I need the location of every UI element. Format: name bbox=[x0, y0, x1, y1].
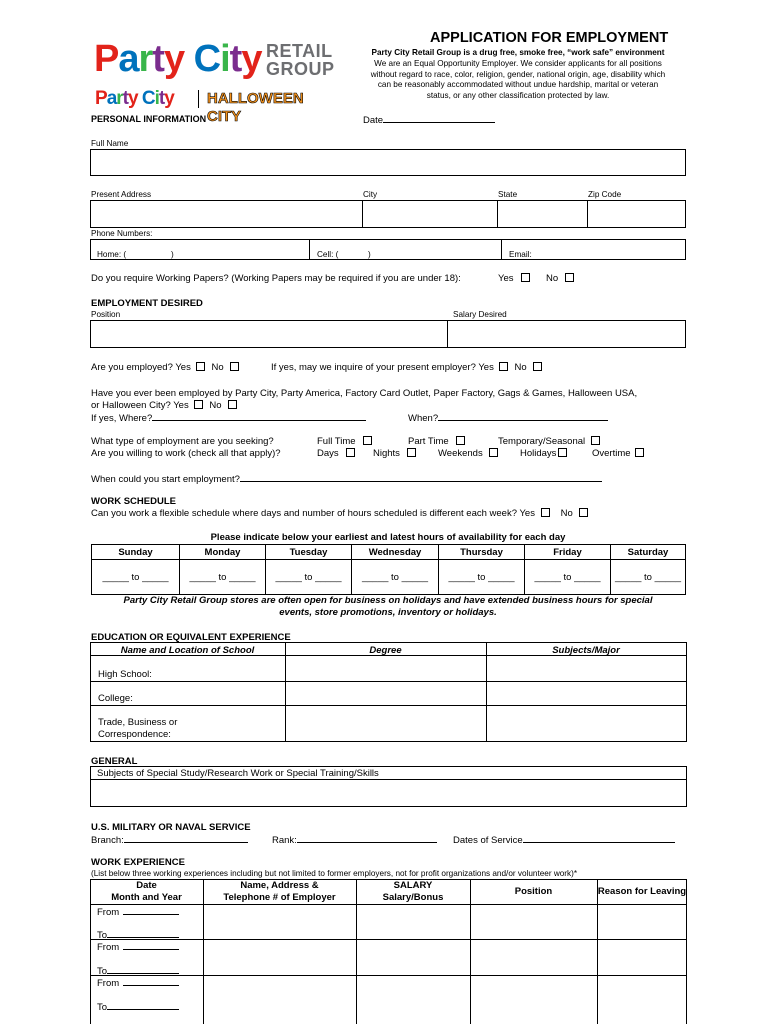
part-time-checkbox[interactable] bbox=[456, 436, 465, 445]
sunday-hours-input[interactable]: _____ to _____ bbox=[92, 560, 180, 595]
start-date-field[interactable]: When could you start employment? bbox=[91, 473, 602, 485]
working-papers-yes[interactable]: Yes bbox=[498, 273, 530, 284]
overtime-checkbox[interactable] bbox=[635, 448, 644, 457]
if-yes-where-field[interactable]: If yes, Where? bbox=[91, 412, 366, 424]
holidays-checkbox[interactable] bbox=[558, 448, 567, 457]
thursday-hours-input[interactable]: _____ to _____ bbox=[439, 560, 525, 595]
col-salary-2: Salary/Bonus bbox=[382, 892, 444, 903]
salary-input[interactable] bbox=[447, 320, 686, 348]
prior-employment-question-2: or Halloween City? Yes No bbox=[91, 400, 237, 411]
trade-label-2: Correspondence: bbox=[98, 729, 171, 740]
home-phone-input[interactable]: Home: ( ) bbox=[90, 239, 310, 260]
date-field[interactable] bbox=[363, 114, 495, 126]
logo-party-city-text: Party City bbox=[94, 38, 262, 80]
days-option[interactable]: Days bbox=[317, 448, 355, 459]
full-time-option[interactable]: Full Time bbox=[317, 436, 372, 447]
holiday-note-line-1: Party City Retail Group stores are often open for business on holidays and have extended business hours for special bbox=[123, 595, 653, 606]
availability-instructions: Please indicate below your earliest and latest hours of availability for each day bbox=[210, 532, 566, 543]
days-checkbox[interactable] bbox=[346, 448, 355, 457]
row3-to-field[interactable]: To bbox=[97, 1001, 179, 1013]
state-input[interactable] bbox=[497, 200, 588, 228]
day-header-wednesday: Wednesday bbox=[352, 545, 439, 560]
employment-type-question: What type of employment are you seeking? bbox=[91, 436, 274, 447]
employed-no-checkbox[interactable] bbox=[230, 362, 239, 371]
tuesday-hours-input[interactable]: _____ to _____ bbox=[266, 560, 352, 595]
education-col-subjects: Subjects/Major bbox=[552, 645, 620, 656]
monday-hours-input[interactable]: _____ to _____ bbox=[180, 560, 266, 595]
nights-option[interactable]: Nights bbox=[373, 448, 416, 459]
wednesday-hours-input[interactable]: _____ to _____ bbox=[352, 560, 439, 595]
branch-field[interactable]: Branch: bbox=[91, 834, 248, 846]
working-papers-question: Do you require Working Papers? (Working Papers may be required if you are under 18): bbox=[91, 273, 461, 284]
day-header-thursday: Thursday bbox=[439, 545, 525, 560]
full-time-checkbox[interactable] bbox=[363, 436, 372, 445]
friday-hours-input[interactable]: _____ to _____ bbox=[525, 560, 611, 595]
weekends-checkbox[interactable] bbox=[489, 448, 498, 457]
day-header-saturday: Saturday bbox=[611, 545, 686, 560]
flexible-no-checkbox[interactable] bbox=[579, 508, 588, 517]
dates-of-service-field[interactable]: Dates of Service bbox=[453, 834, 675, 846]
col-salary-1: SALARY bbox=[393, 880, 433, 891]
prior-no-checkbox[interactable] bbox=[228, 400, 237, 409]
prior-employment-question-1: Have you ever been employed by Party City, Party America, Factory Card Outlet, Paper Factory, Gags & Games, Halloween USA, bbox=[91, 388, 638, 399]
employed-question: Are you employed? Yes No bbox=[91, 362, 239, 373]
education-table bbox=[90, 642, 687, 742]
personal-info-heading: PERSONAL INFORMATION bbox=[91, 114, 207, 124]
when-field[interactable]: When? bbox=[408, 412, 608, 424]
work-experience-instructions: (List below three working experiences including but not limited to former employers, not for profit organizations and/or volunteer work)* bbox=[91, 869, 578, 878]
salary-label: Salary Desired bbox=[453, 310, 507, 319]
present-address-label: Present Address bbox=[91, 190, 152, 199]
row1-to-field[interactable]: To bbox=[97, 929, 179, 941]
city-label: City bbox=[363, 190, 378, 199]
col-position: Position bbox=[514, 886, 553, 897]
logo-party-city-small-text: Party City bbox=[95, 88, 174, 109]
working-papers-no-checkbox[interactable] bbox=[565, 273, 574, 282]
holiday-note-line-2: events, store promotions, inventory or holidays. bbox=[279, 607, 497, 618]
cell-phone-input[interactable]: Cell: ( ) bbox=[309, 239, 502, 260]
state-label: State bbox=[498, 190, 518, 199]
day-header-monday: Monday bbox=[180, 545, 266, 560]
email-input[interactable]: Email: bbox=[501, 239, 686, 260]
position-input[interactable] bbox=[90, 320, 448, 348]
education-col-school: Name and Location of School bbox=[120, 645, 255, 656]
flexible-schedule-question: Can you work a flexible schedule where days and number of hours scheduled is different each week? Yes No bbox=[91, 508, 588, 519]
logo-divider bbox=[198, 90, 199, 108]
college-label: College: bbox=[98, 693, 133, 704]
logo-halloween-city-text: HALLOWEEN CITY bbox=[207, 90, 304, 125]
education-col-degree: Degree bbox=[369, 645, 402, 656]
temporary-option[interactable]: Temporary/Seasonal bbox=[498, 436, 600, 447]
rank-field[interactable]: Rank: bbox=[272, 834, 437, 846]
row1-from-field[interactable]: From bbox=[97, 906, 179, 918]
working-papers-no[interactable]: No bbox=[546, 273, 574, 284]
work-schedule-heading: WORK SCHEDULE bbox=[91, 496, 176, 507]
party-city-retail-group-logo bbox=[94, 38, 334, 84]
inquire-question: If yes, may we inquire of your present employer? Yes No bbox=[271, 362, 542, 373]
willing-question: Are you willing to work (check all that apply)? bbox=[91, 448, 281, 459]
day-header-tuesday: Tuesday bbox=[266, 545, 352, 560]
military-heading: U.S. MILITARY OR NAVAL SERVICE bbox=[91, 822, 251, 833]
day-header-friday: Friday bbox=[525, 545, 611, 560]
weekends-option[interactable]: Weekends bbox=[438, 448, 498, 459]
row3-from-field[interactable]: From bbox=[97, 977, 179, 989]
policy-line-2: We are an Equal Opportunity Employer. We consider applicants for all positions bbox=[374, 59, 662, 68]
zip-input[interactable] bbox=[587, 200, 686, 228]
city-input[interactable] bbox=[362, 200, 498, 228]
flexible-yes-checkbox[interactable] bbox=[541, 508, 550, 517]
work-experience-heading: WORK EXPERIENCE bbox=[91, 857, 185, 868]
high-school-label: High School: bbox=[98, 669, 152, 680]
logo-retail-text: RETAIL bbox=[266, 41, 333, 61]
saturday-hours-input[interactable]: _____ to _____ bbox=[611, 560, 686, 595]
full-name-input[interactable] bbox=[90, 149, 686, 176]
address-input[interactable] bbox=[90, 200, 363, 228]
row2-from-field[interactable]: From bbox=[97, 941, 179, 953]
general-heading: GENERAL bbox=[91, 756, 138, 767]
education-heading: EDUCATION OR EQUIVALENT EXPERIENCE bbox=[91, 632, 291, 643]
full-name-label: Full Name bbox=[91, 139, 129, 148]
col-employer-2: Telephone # of Employer bbox=[223, 892, 336, 903]
col-employer-1: Name, Address & bbox=[240, 880, 319, 891]
prior-yes-checkbox[interactable] bbox=[194, 400, 203, 409]
holidays-option[interactable]: Holidays bbox=[520, 448, 567, 459]
date-label: Date bbox=[363, 115, 384, 126]
logo-group-text: GROUP bbox=[266, 59, 335, 79]
row2-to-field[interactable]: To bbox=[97, 965, 179, 977]
position-label: Position bbox=[91, 310, 121, 319]
col-date-1: Date bbox=[136, 880, 157, 891]
availability-table bbox=[91, 544, 686, 595]
nights-checkbox[interactable] bbox=[407, 448, 416, 457]
employment-desired-heading: EMPLOYMENT DESIRED bbox=[91, 298, 203, 309]
inquire-no-checkbox[interactable] bbox=[533, 362, 542, 371]
part-time-option[interactable]: Part Time bbox=[408, 436, 465, 447]
employed-yes-checkbox[interactable] bbox=[196, 362, 205, 371]
phone-numbers-label: Phone Numbers: bbox=[91, 229, 153, 238]
temporary-checkbox[interactable] bbox=[591, 436, 600, 445]
policy-line-5: status, or any other classification protected by law. bbox=[426, 91, 610, 100]
policy-line-4: can be reasonably accommodated without undue hardship, marital or veteran bbox=[377, 80, 659, 89]
zip-label: Zip Code bbox=[588, 190, 622, 199]
day-header-sunday: Sunday bbox=[92, 545, 180, 560]
working-papers-yes-checkbox[interactable] bbox=[521, 273, 530, 282]
col-date-2: Month and Year bbox=[111, 892, 182, 903]
special-study-label: Subjects of Special Study/Research Work or Special Training/Skills bbox=[97, 768, 379, 779]
page-title: APPLICATION FOR EMPLOYMENT bbox=[430, 30, 669, 46]
trade-label-1: Trade, Business or bbox=[98, 717, 178, 728]
policy-line-1: Party City Retail Group is a drug free, smoke free, “work safe” environment bbox=[371, 48, 665, 57]
inquire-yes-checkbox[interactable] bbox=[499, 362, 508, 371]
col-reason: Reason for Leaving bbox=[597, 886, 687, 897]
policy-line-3: without regard to race, color, religion, gender, national origin, age, disability which bbox=[370, 70, 666, 79]
overtime-option[interactable]: Overtime bbox=[592, 448, 644, 459]
